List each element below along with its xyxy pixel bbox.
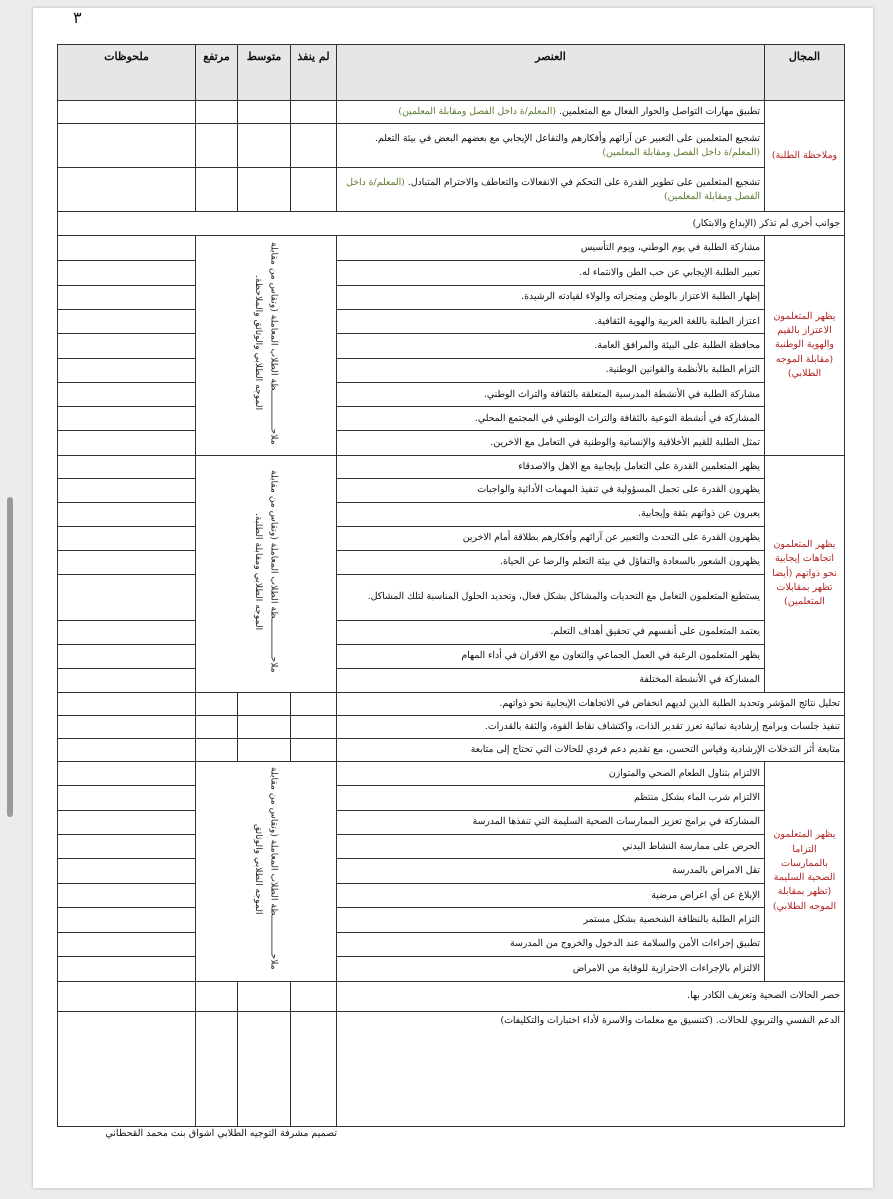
table-row	[58, 101, 845, 124]
notes-cell[interactable]	[58, 526, 196, 550]
element-cell: مشاركة الطلبة في يوم الوطني، ويوم التأسيس	[337, 236, 765, 261]
table-row	[58, 761, 845, 785]
notes-cell[interactable]	[58, 908, 196, 932]
header-medium: متوسط	[238, 45, 291, 101]
notes-cell[interactable]	[58, 455, 196, 478]
table-row	[58, 309, 845, 333]
element-cell: اعتزاز الطلبة باللغة العربية والهوية الثقافية.	[337, 309, 765, 333]
high-cell[interactable]	[196, 981, 238, 1011]
table-row	[58, 932, 845, 956]
not-done-cell[interactable]	[291, 101, 337, 124]
notes-cell[interactable]	[58, 883, 196, 907]
table-row	[58, 455, 845, 478]
medium-cell[interactable]	[238, 692, 291, 715]
element-cell: الالتزام بتناول الطعام الصحي والمتوازن	[337, 761, 765, 785]
element-cell: تنفيذ جلسات وبرامج إرشادية نمائية تعزز تقدير الذات، واكتشاف نقاط القوة، والثقة بالقدرات.	[337, 715, 845, 738]
vertical-note-cell	[196, 455, 337, 692]
notes-cell[interactable]	[58, 168, 196, 212]
high-cell[interactable]	[196, 1011, 238, 1126]
medium-cell[interactable]	[238, 124, 291, 168]
table-row	[58, 550, 845, 574]
not-done-cell[interactable]	[291, 981, 337, 1011]
table-row	[58, 358, 845, 382]
table-row	[58, 786, 845, 810]
table-row	[58, 859, 845, 883]
element-cell: المشاركة في أنشطة التوعية بالثقافة والتراث الوطني في المجتمع المحلي.	[337, 407, 765, 431]
notes-cell[interactable]	[58, 957, 196, 981]
element-cell: الالتزام شرب الماء بشكل منتظم	[337, 786, 765, 810]
notes-cell[interactable]	[58, 124, 196, 168]
page-number: ٣	[73, 8, 82, 27]
notes-cell[interactable]	[58, 692, 196, 715]
evaluation-table	[57, 44, 845, 1127]
table-row	[58, 212, 845, 236]
vertical-note: ملاحــــــــــــــظة الطلاب المعاملة (وتقاس من مقابلة الموجه الطلابي والوثائق	[253, 767, 280, 971]
element-cell: الحرص على ممارسة النشاط البدني	[337, 835, 765, 859]
table-row	[58, 236, 845, 261]
high-cell[interactable]	[196, 692, 238, 715]
element-note: (المعلم/ة داخل الفصل ومقابلة المعلمين)	[346, 176, 760, 202]
table-row	[58, 957, 845, 981]
element-cell: مشاركة الطلبة في الأنشطة المدرسية المتعلقة بالثقافة والتراث الوطني.	[337, 382, 765, 406]
notes-cell[interactable]	[58, 407, 196, 431]
notes-cell[interactable]	[58, 835, 196, 859]
element-cell: محافظة الطلبة على البيئة والمرافق العامة.	[337, 334, 765, 358]
table-row	[58, 738, 845, 761]
element-cell: يظهر المتعلمون الرغبة في العمل الجماعي والتعاون مع الاقران في أداء المهام	[337, 644, 765, 668]
table-row	[58, 692, 845, 715]
header-notes: ملحوظات	[58, 45, 196, 101]
notes-cell[interactable]	[58, 1011, 196, 1126]
table-row	[58, 261, 845, 285]
table-row	[58, 668, 845, 692]
header-element: العنصر	[337, 45, 765, 101]
element-text: تشجيع المتعلمين على تطوير القدرة على التحكم في الانفعالات والتعاطف والاحترام المتبادل.	[407, 176, 760, 188]
table-row	[58, 574, 845, 620]
element-cell: حصر الحالات الصحية وتعريف الكادر بها.	[337, 981, 845, 1011]
high-cell[interactable]	[196, 101, 238, 124]
notes-cell[interactable]	[58, 502, 196, 526]
notes-cell[interactable]	[58, 478, 196, 502]
notes-cell[interactable]	[58, 981, 196, 1011]
element-cell: الدعم النفسي والتربوي للحالات. (كتنسيق مع معلمات والاسرة لأداء اختبارات والتكليفات)	[337, 1011, 845, 1126]
table-row	[58, 835, 845, 859]
notes-cell[interactable]	[58, 644, 196, 668]
header-not-done: لم ينفذ	[291, 45, 337, 101]
element-cell: يظهرون الشعور بالسعادة والتفاؤل في بيئة التعلم والرضا عن الحياة.	[337, 550, 765, 574]
header-row	[58, 45, 845, 101]
header-domain: المجال	[765, 45, 845, 101]
notes-cell[interactable]	[58, 738, 196, 761]
element-note: (المعلم/ة داخل الفصل ومقابلة المعلمين)	[602, 146, 760, 158]
designer-credit: تصميم مشرفة التوجيه الطلابي اشواق بنت محمد القحطاني	[105, 1128, 337, 1139]
notes-cell[interactable]	[58, 715, 196, 738]
not-done-cell[interactable]	[291, 1011, 337, 1126]
table-row	[58, 644, 845, 668]
other-aspects-cell: جوانب أخرى لم تذكر (الإبداع والابتكار)	[58, 212, 845, 236]
notes-cell[interactable]	[58, 358, 196, 382]
notes-cell[interactable]	[58, 668, 196, 692]
element-cell: المشاركة في الأنشطة المختلفة	[337, 668, 765, 692]
table-row	[58, 620, 845, 644]
high-cell[interactable]	[196, 738, 238, 761]
not-done-cell[interactable]	[291, 738, 337, 761]
domain-cell: يظهر المتعلمون اتجاهات إيجابية نحو ذواتهم (أيضا تظهر بمقابلات المتعلمين)	[765, 455, 845, 692]
notes-cell[interactable]	[58, 236, 196, 261]
high-cell[interactable]	[196, 168, 238, 212]
element-cell: يعبرون عن ذواتهم بثقة وإيجابية.	[337, 502, 765, 526]
domain-cell: يظهر المتعلمون الاعتزاز بالقيم والهوية الوطنية (مقابلة الموجه الطلابي)	[765, 236, 845, 456]
header-high: مرتفع	[196, 45, 238, 101]
medium-cell[interactable]	[238, 101, 291, 124]
vertical-note-cell	[196, 236, 337, 456]
notes-cell[interactable]	[58, 309, 196, 333]
medium-cell[interactable]	[238, 715, 291, 738]
element-cell	[337, 168, 765, 212]
element-text: تطبيق مهارات التواصل والحوار الفعال مع المتعلمين.	[558, 106, 760, 118]
table-row	[58, 478, 845, 502]
scrollbar[interactable]	[7, 497, 13, 817]
notes-cell[interactable]	[58, 334, 196, 358]
notes-cell[interactable]	[58, 859, 196, 883]
not-done-cell[interactable]	[291, 692, 337, 715]
table-row	[58, 526, 845, 550]
medium-cell[interactable]	[238, 1011, 291, 1126]
element-text: تشجيع المتعلمين على التعبير عن آرائهم وأفكارهم والتفاعل الإيجابي مع بعضهم البعض في بيئة التعلم.	[374, 132, 760, 144]
element-cell: تطبيق إجراءات الأمن والسلامة عند الدخول والخروج من المدرسة	[337, 932, 765, 956]
table-row	[58, 168, 845, 212]
not-done-cell[interactable]	[291, 124, 337, 168]
domain-cell: يظهر المتعلمون التزاما بالممارسات الصحية السليمة (تظهر بمقابلة الموجه الطلابي)	[765, 761, 845, 981]
notes-cell[interactable]	[58, 261, 196, 285]
medium-cell[interactable]	[238, 981, 291, 1011]
table-row	[58, 502, 845, 526]
element-cell: المشاركة في برامج تعزيز الممارسات الصحية السليمة التي تنفذها المدرسة	[337, 810, 765, 834]
table-row	[58, 407, 845, 431]
table-row	[58, 1011, 845, 1126]
notes-cell[interactable]	[58, 932, 196, 956]
vertical-note-cell	[196, 761, 337, 981]
medium-cell[interactable]	[238, 168, 291, 212]
notes-cell[interactable]	[58, 550, 196, 574]
notes-cell[interactable]	[58, 285, 196, 309]
notes-cell[interactable]	[58, 101, 196, 124]
element-cell: الالتزام بالإجراءات الاحترازية للوقاية من الامراض	[337, 957, 765, 981]
element-cell: يظهرون القدرة على التحدث والتعبير عن آرائهم وأفكارهم بطلاقة أمام الاخرين	[337, 526, 765, 550]
not-done-cell[interactable]	[291, 168, 337, 212]
element-cell: إظهار الطلبة الاعتزاز بالوطن ومنجزاته والولاء لقيادته الرشيدة.	[337, 285, 765, 309]
high-cell[interactable]	[196, 715, 238, 738]
element-cell: يظهرون القدرة على تحمل المسؤولية في تنفيذ المهمات الأدائية والواجبات	[337, 478, 765, 502]
document-page	[33, 8, 873, 1188]
high-cell[interactable]	[196, 124, 238, 168]
not-done-cell[interactable]	[291, 715, 337, 738]
notes-cell[interactable]	[58, 431, 196, 455]
element-cell: تقل الامراض بالمدرسة	[337, 859, 765, 883]
table-row	[58, 810, 845, 834]
notes-cell[interactable]	[58, 786, 196, 810]
vertical-note: ملاحــــــــــــــظة الطلاب المعاملة (وتقاس من مقابلة الموجه الطلابي ومقابلة الطلبة.	[253, 470, 280, 673]
element-cell: يعتمد المتعلمون على أنفسهم في تحقيق أهداف التعلم.	[337, 620, 765, 644]
notes-cell[interactable]	[58, 761, 196, 785]
notes-cell[interactable]	[58, 620, 196, 644]
element-cell	[337, 124, 765, 168]
element-cell: تعبير الطلبة الإيجابي عن حب الطن والانتماء له.	[337, 261, 765, 285]
table-row	[58, 431, 845, 455]
table-row	[58, 382, 845, 406]
table-row	[58, 124, 845, 168]
table-row	[58, 285, 845, 309]
element-cell	[337, 101, 765, 124]
element-cell: التزام الطلبة بالأنظمة والقوانين الوطنية.	[337, 358, 765, 382]
notes-cell[interactable]	[58, 810, 196, 834]
medium-cell[interactable]	[238, 738, 291, 761]
element-cell: التزام الطلبة بالنظافة الشخصية بشكل مستمر	[337, 908, 765, 932]
table-row	[58, 981, 845, 1011]
notes-cell[interactable]	[58, 382, 196, 406]
element-cell: الإبلاغ عن أي اعراض مرضية	[337, 883, 765, 907]
element-cell: متابعة أثر التدخلات الإرشادية وقياس التحسن، مع تقديم دعم فردي للحالات التي تحتاج إلى متابعة	[337, 738, 845, 761]
element-cell: يستطيع المتعلمون التعامل مع التحديات والمشاكل بشكل فعال، وتحديد الحلول المناسبة لتلك المشاكل.	[337, 574, 765, 620]
table-row	[58, 334, 845, 358]
table-row	[58, 883, 845, 907]
table-row	[58, 715, 845, 738]
element-cell: تمثل الطلبة للقيم الأخلاقية والإنسانية والوطنية في التعامل مع الاخرين.	[337, 431, 765, 455]
domain-cell: وملاحظة الطلبة)	[765, 101, 845, 212]
vertical-note: ملاحــــــــــــــظة الطلاب المعاملة (وتقاس من مقابلة الموجه الطلابي والوثائق والملاحظة.	[253, 241, 280, 445]
table-row	[58, 908, 845, 932]
element-note: (المعلم/ة داخل الفصل ومقابلة المعلمين)	[398, 106, 556, 118]
notes-cell[interactable]	[58, 574, 196, 620]
element-cell: تحليل نتائج المؤشر وتحديد الطلبة الذين لديهم انخفاض في الاتجاهات الإيجابية نحو ذواتهم.	[337, 692, 845, 715]
element-cell: يظهر المتعلمين القدرة على التعامل بإيجابية مع الاهل والاصدقاء	[337, 455, 765, 478]
